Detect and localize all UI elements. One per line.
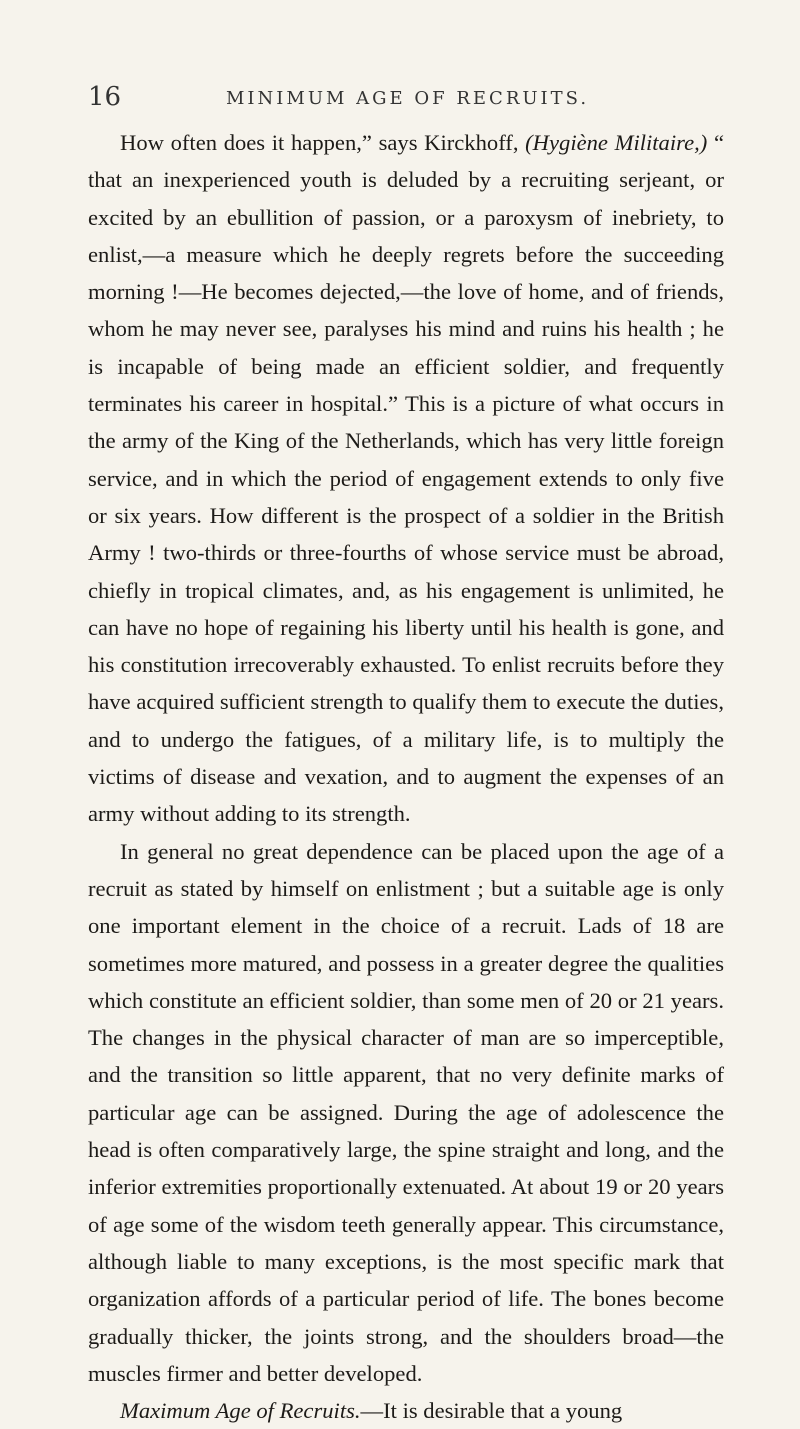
paragraph-text: How often does it happen,” says Kirckhoff, xyxy=(120,130,526,155)
body-text xyxy=(88,124,724,1429)
running-head: MINIMUM AGE OF RECRUITS. xyxy=(226,88,590,109)
paragraph-kirckhoff-quote xyxy=(88,124,724,833)
paragraph-maximum-age xyxy=(88,1392,724,1429)
paragraph-text: “ that an inexperienced youth is deluded by a recruiting serjeant, or excited by an ebullition of passion, or a paroxysm of inebriety, to enlist,—a measure which he deeply regrets before the succeeding morning !—He becomes dejected,—the love of home, and of friends, whom he may never see, paralyses his mind and ruins his health ; he is incapable of being made an efficient soldier, and frequently terminates his career in hospital.” This is a picture of what occurs in the army of the King of the Netherlands, which has very little foreign service, and in which the period of engagement extends to only five or six years. How different is the prospect of a soldier in the British Army ! two-thirds or three-fourths of whose service must be abroad, chiefly in tropical climates, and, as his engagement is unlimited, he can have no hope of regaining his liberty until his health is gone, and his constitution irrecoverably exhausted. To enlist recruits before they have acquired sufficient strength to qualify them to execute the duties, and to undergo the fatigues, of a military life, is to multiply the victims of disease and vexation, and to augment the expenses of an army without adding to its strength. xyxy=(88,130,724,827)
page-number: 16 xyxy=(88,82,122,112)
section-heading: Maximum Age of Recruits. xyxy=(120,1398,361,1424)
italic-citation: (Hygiène Militaire,) xyxy=(525,130,708,155)
paragraph-text: —It is desirable that a young xyxy=(360,1398,623,1424)
page-header xyxy=(88,82,728,122)
paragraph-age-dependence: In general no great dependence can be placed upon the age of a recruit as stated by himself on enlistment ; but a suitable age is only one important element in the choice of a recruit. Lads of 18 are sometimes more matured, and possess in a greater degree the qualities which constitute an efficient soldier, than some men of 20 or 21 years. The changes in the physical character of man are so imperceptible, and the transition so little apparent, that no very definite marks of particular age can be assigned. During the age of adolescence the head is often comparatively large, the spine straight and long, and the inferior extremities proportionally extenuated. At about 19 or 20 years of age some of the wisdom teeth generally appear. This circumstance, although liable to many exceptions, is the most specific mark that organization affords of a particular period of life. The bones become gradually thicker, the joints strong, and the shoulders broad—the muscles firmer and better developed. xyxy=(88,838,724,1386)
